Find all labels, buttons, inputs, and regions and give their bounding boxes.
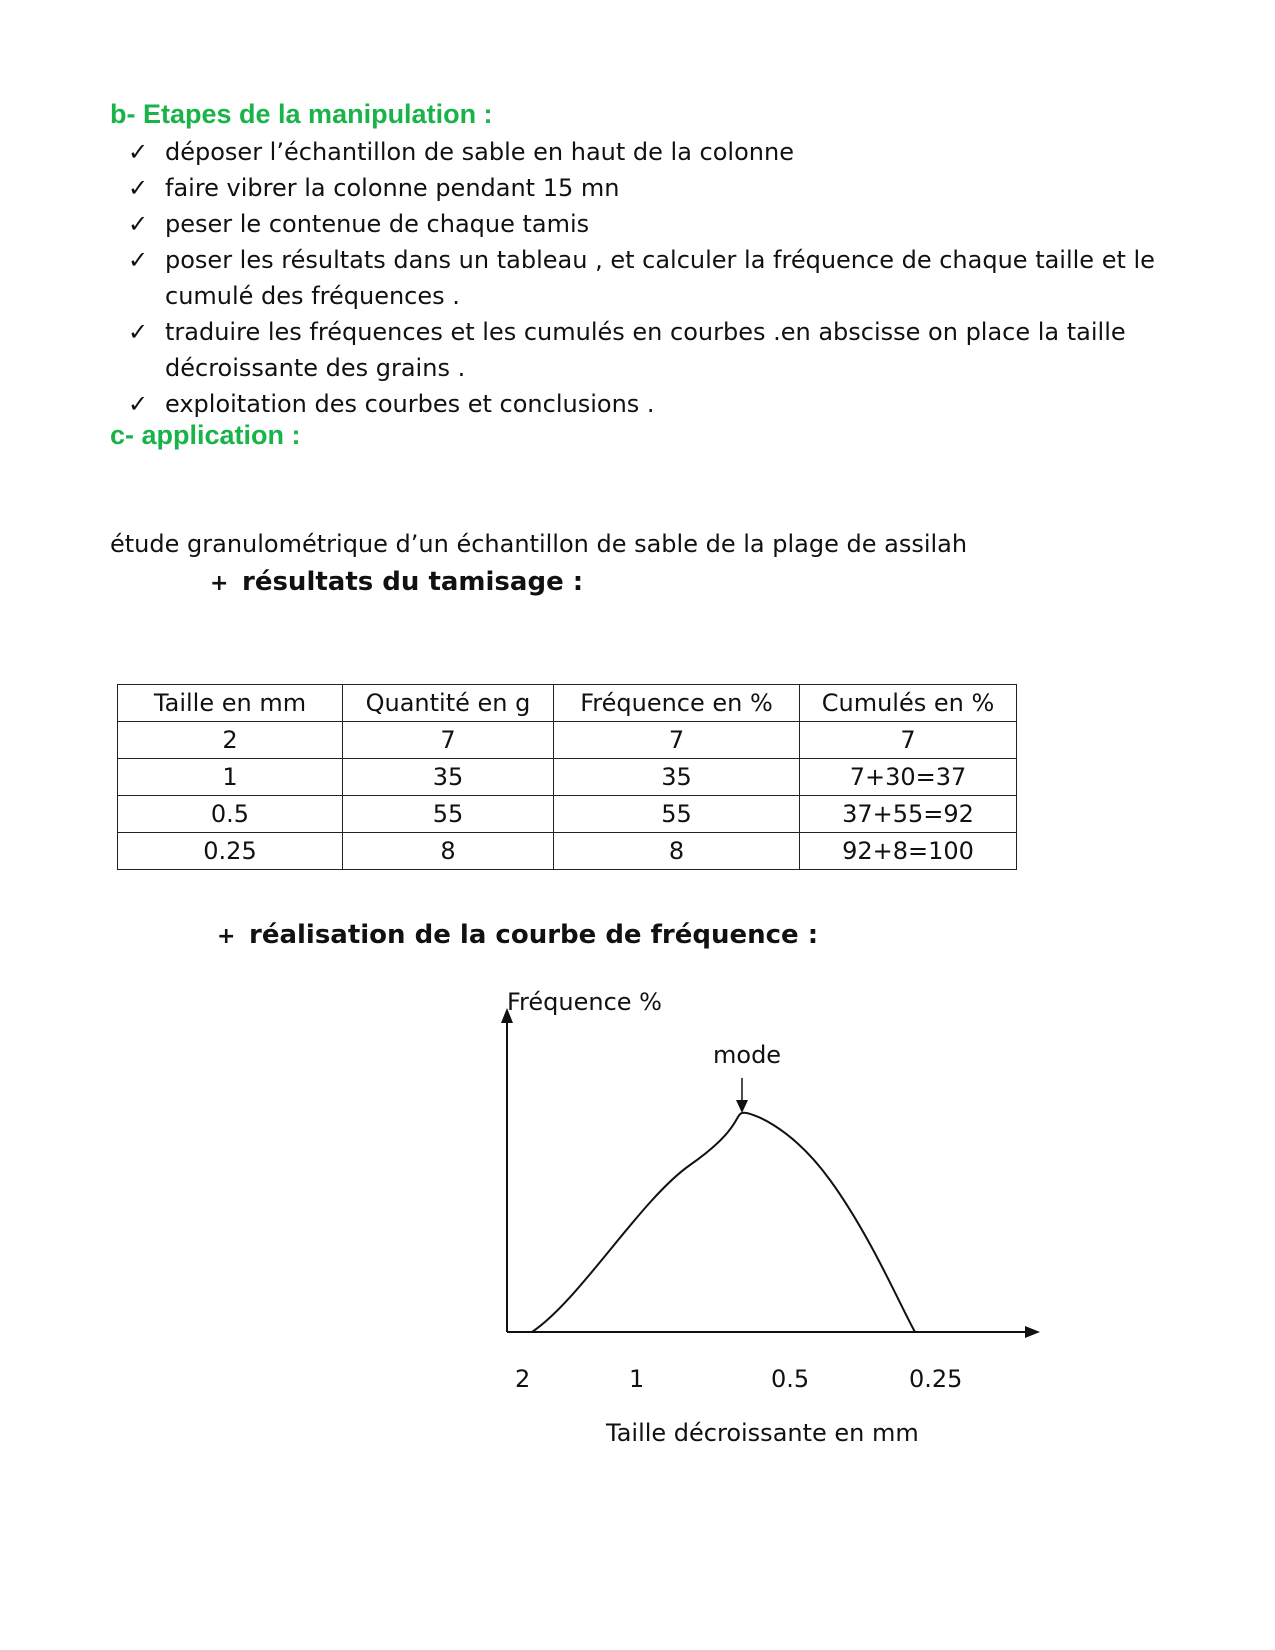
x-axis-arrow-icon [1025, 1326, 1040, 1338]
results-title-text: résultats du tamisage : [242, 567, 584, 597]
table-cell: 0.25 [118, 833, 343, 870]
section-b-heading: b- Etapes de la manipulation : [110, 99, 493, 129]
table-cell: 7 [800, 722, 1017, 759]
checkmark-icon: ✓ [128, 210, 149, 238]
column-header: Taille en mm [118, 685, 343, 722]
plus-icon: + [217, 924, 236, 949]
table-cell: 8 [343, 833, 554, 870]
step-text: traduire les fréquences et les cumulés en courbes .en abscisse on place la taille décroissante des grains . [165, 318, 1126, 382]
intro-text: étude granulométrique d’un échantillon de sable de la plage de assilah [110, 530, 968, 558]
table-cell: 7 [343, 722, 554, 759]
checkmark-icon: ✓ [128, 390, 149, 418]
column-header: Quantité en g [343, 685, 554, 722]
checkmark-icon: ✓ [128, 318, 149, 346]
table-cell: 35 [554, 759, 800, 796]
table-cell: 8 [554, 833, 800, 870]
table-cell: 37+55=92 [800, 796, 1017, 833]
checkmark-icon: ✓ [128, 174, 149, 202]
table-cell: 92+8=100 [800, 833, 1017, 870]
mode-arrow-icon [736, 1100, 748, 1113]
plus-icon: + [210, 571, 229, 596]
mode-label: mode [713, 1041, 782, 1069]
section-c-heading: c- application : [110, 420, 301, 450]
table-cell: 55 [554, 796, 800, 833]
x-tick-label: 2 [515, 1365, 531, 1393]
step-text: poser les résultats dans un tableau , et calculer la fréquence de chaque taille et le cumulé des fréquences . [165, 246, 1155, 310]
column-header: Cumulés en % [800, 685, 1017, 722]
checkmark-icon: ✓ [128, 246, 149, 274]
x-tick-label: 0.5 [771, 1365, 810, 1393]
step-text: exploitation des courbes et conclusions . [165, 390, 655, 418]
x-axis-label: Taille décroissante en mm [606, 1419, 919, 1447]
step-text: peser le contenue de chaque tamis [165, 210, 590, 238]
curve-title-text: réalisation de la courbe de fréquence : [249, 920, 819, 950]
table-cell: 7+30=37 [800, 759, 1017, 796]
checkmark-icon: ✓ [128, 138, 149, 166]
y-axis-label: Fréquence % [507, 988, 662, 1016]
table-cell: 2 [118, 722, 343, 759]
frequency-curve [532, 1113, 915, 1332]
x-tick-label: 0.25 [909, 1365, 963, 1393]
step-text: faire vibrer la colonne pendant 15 mn [165, 174, 620, 202]
x-tick-label: 1 [629, 1365, 645, 1393]
table-cell: 7 [554, 722, 800, 759]
table-cell: 35 [343, 759, 554, 796]
column-header: Fréquence en % [554, 685, 800, 722]
table-cell: 1 [118, 759, 343, 796]
step-text: déposer l’échantillon de sable en haut de la colonne [165, 138, 794, 166]
table-cell: 0.5 [118, 796, 343, 833]
table-cell: 55 [343, 796, 554, 833]
